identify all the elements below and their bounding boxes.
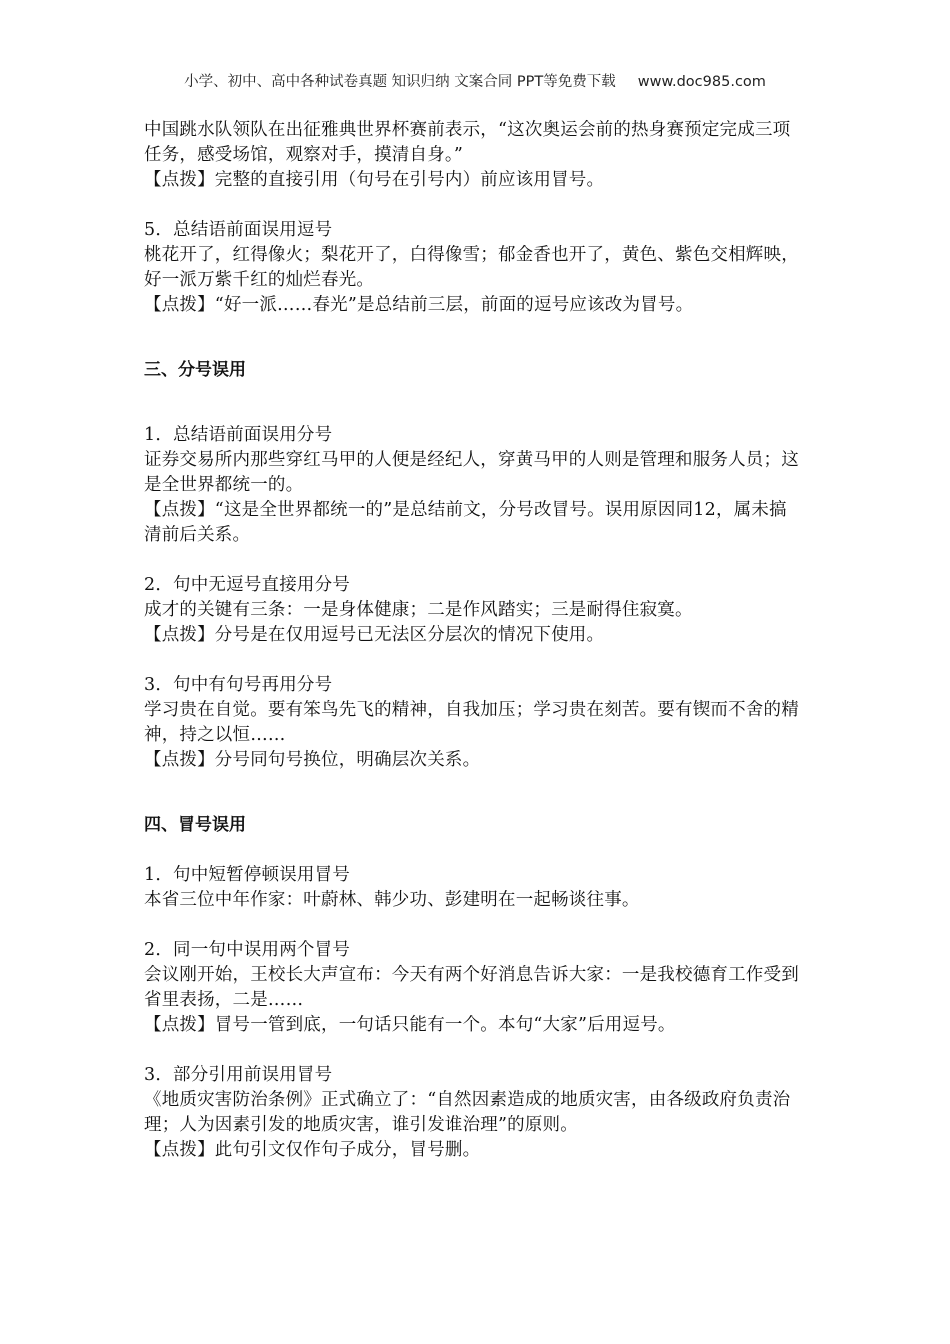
page-header — [0, 70, 950, 91]
paragraph: 会议刚开始，王校长大声宣布：今天有两个好消息告诉大家：一是我校德育工作受到省里表扬，二是…… — [144, 965, 799, 1010]
paragraph: 3．部分引用前误用冒号 — [144, 1065, 333, 1085]
document-body — [144, 118, 804, 1163]
paragraph: 《地质灾害防治条例》正式确立了：“自然因素造成的地质灾害，由各级政府负责治理；人为因素引发的地质灾害，谁引发谁治理”的原则。 — [144, 1090, 791, 1135]
paragraph: 1．总结语前面误用分号 — [144, 425, 333, 445]
header-url[interactable]: www.doc985.com — [637, 74, 766, 90]
spacer — [144, 913, 804, 938]
paragraph: 成才的关键有三条：一是身体健康；二是作风踏实；三是耐得住寂寞。 — [144, 600, 693, 620]
spacer — [144, 648, 804, 673]
spacer — [144, 838, 804, 863]
paragraph: 【点拨】“这是全世界都统一的”是总结前文，分号改冒号。误用原因同12，属未搞清前后关系。 — [144, 500, 787, 545]
spacer — [144, 548, 804, 573]
paragraph: 3．句中有句号再用分号 — [144, 675, 333, 695]
paragraph: 中国跳水队领队在出征雅典世界杯赛前表示，“这次奥运会前的热身赛预定完成三项任务，感受场馆，观察对手，摸清自身。” — [144, 120, 791, 165]
paragraph: 【点拨】“好一派……春光”是总结前三层，前面的逗号应该改为冒号。 — [144, 295, 694, 315]
paragraph: 学习贵在自觉。要有笨鸟先飞的精神，自我加压；学习贵在刻苦。要有锲而不舍的精神，持之以恒…… — [144, 700, 799, 745]
paragraph: 【点拨】冒号一管到底，一句话只能有一个。本句“大家”后用逗号。 — [144, 1015, 676, 1035]
paragraph: 【点拨】分号同句号换位，明确层次关系。 — [144, 750, 481, 770]
paragraph: 【点拨】分号是在仅用逗号已无法区分层次的情况下使用。 — [144, 625, 605, 645]
section-heading: 四、冒号误用 — [144, 815, 246, 835]
spacer — [144, 383, 804, 423]
spacer — [144, 773, 804, 813]
spacer — [144, 318, 804, 358]
paragraph: 5．总结语前面误用逗号 — [144, 220, 333, 240]
paragraph: 证券交易所内那些穿红马甲的人便是经纪人，穿黄马甲的人则是管理和服务人员；这是全世界都统一的。 — [144, 450, 799, 495]
paragraph: 2．句中无逗号直接用分号 — [144, 575, 351, 595]
spacer — [144, 193, 804, 218]
section-heading: 三、分号误用 — [144, 360, 246, 380]
spacer — [144, 1038, 804, 1063]
paragraph: 2．同一句中误用两个冒号 — [144, 940, 351, 960]
paragraph: 1．句中短暂停顿误用冒号 — [144, 865, 351, 885]
header-text: 小学、初中、高中各种试卷真题 知识归纳 文案合同 PPT等免费下载 — [184, 74, 616, 90]
paragraph: 【点拨】此句引文仅作句子成分，冒号删。 — [144, 1140, 481, 1160]
paragraph: 本省三位中年作家：叶蔚林、韩少功、彭建明在一起畅谈往事。 — [144, 890, 640, 910]
paragraph: 【点拨】完整的直接引用（句号在引号内）前应该用冒号。 — [144, 170, 605, 190]
paragraph: 桃花开了，红得像火；梨花开了，白得像雪；郁金香也开了，黄色、紫色交相辉映，好一派万紫千红的灿烂春光。 — [144, 245, 799, 290]
